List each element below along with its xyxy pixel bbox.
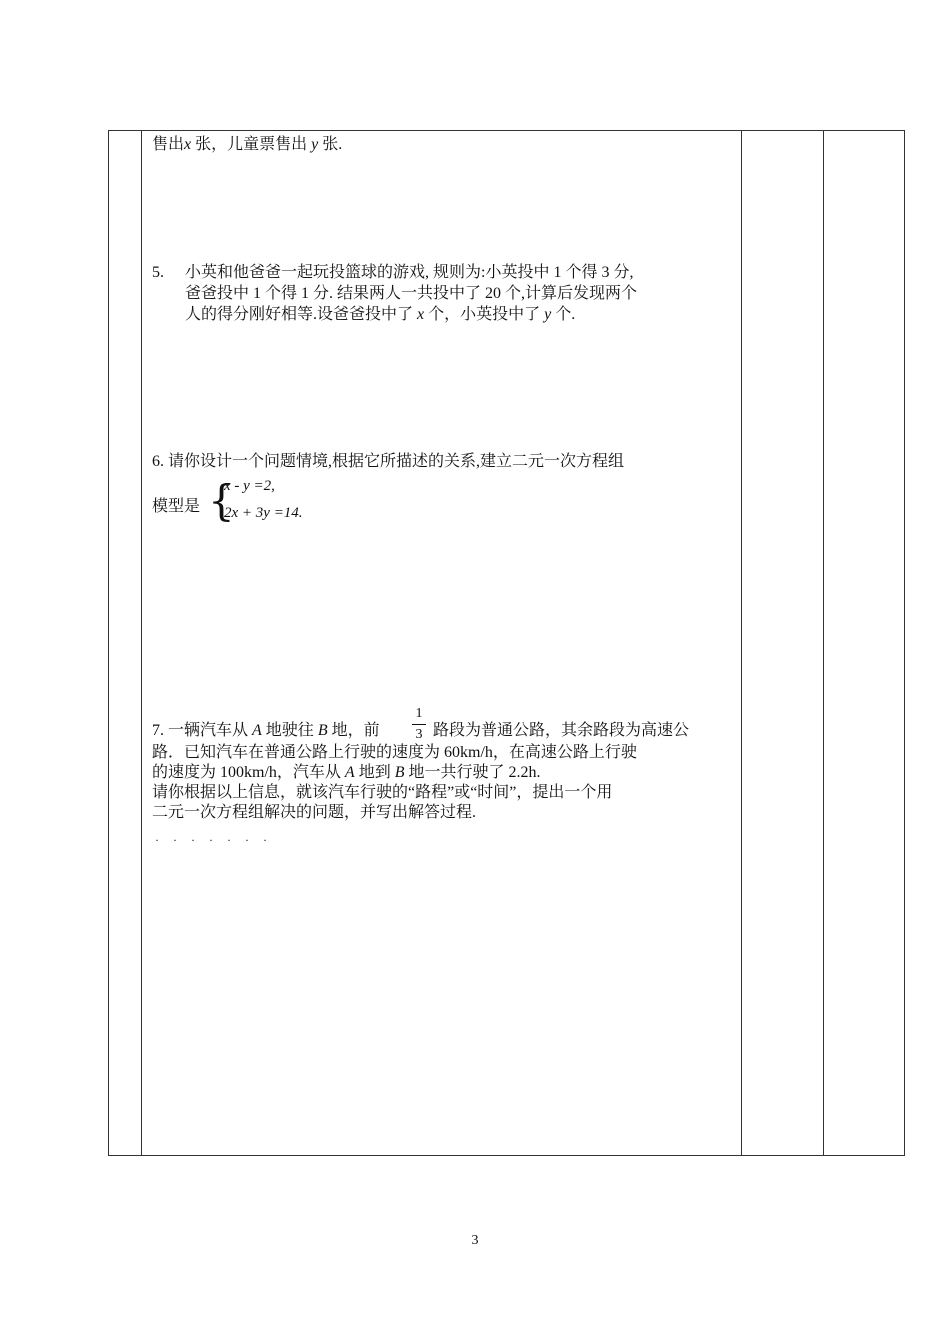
text: 地一共行驶了 2.2h.: [404, 764, 541, 781]
question-7-body: [152, 743, 737, 823]
question-5: [152, 262, 737, 325]
variable-x: x: [184, 136, 192, 153]
question-5-line-1: 小英和他爸爸一起玩投篮球的游戏, 规则为:小英投中 1 个得 3 分,: [185, 264, 634, 281]
variable-y: y: [311, 136, 319, 153]
variable-x: x: [417, 306, 425, 323]
fraction-one-third: [412, 705, 426, 744]
question-6: [152, 451, 737, 472]
left-brace-icon: {: [208, 476, 235, 525]
text: 张，儿童票售出: [191, 136, 312, 153]
question-4-tail: [152, 135, 737, 155]
question-5-line-3: [185, 304, 737, 325]
text: 地到: [354, 764, 395, 781]
question-5-body: [185, 262, 737, 325]
text: 地驶往: [261, 722, 318, 739]
fraction-numerator: 1: [415, 706, 423, 721]
text: 售出: [152, 136, 185, 153]
variable-y: y: [544, 306, 552, 323]
text: 个.: [551, 306, 576, 323]
fraction-bar: [412, 724, 426, 725]
equation-1: x - y =2,: [224, 478, 275, 494]
variable-b: B: [317, 722, 328, 739]
equation-label: 模型是: [152, 498, 201, 515]
text: 的速度为 100km/h，汽车从: [152, 764, 345, 781]
equation-system: [152, 474, 452, 534]
variable-a: A: [344, 764, 355, 781]
variable-a: A: [252, 722, 262, 739]
equation-2: 2x + 3y =14.: [224, 505, 303, 521]
question-7-line-4: 请你根据以上信息，就该汽车行驶的“路程”或“时间”，提出一个用: [152, 784, 613, 801]
question-7-line-1-rest: 路段为普通公路，其余路段为高速公: [433, 722, 690, 739]
question-6-line-1: 6. 请你设计一个问题情境,根据它所描述的关系,建立二元一次方程组: [152, 453, 625, 470]
question-7-line-5: 二元一次方程组解决的问题，并写出解答过程.: [152, 804, 477, 821]
variable-b: B: [394, 764, 405, 781]
page-number: 3: [471, 1233, 479, 1248]
question-5-number: 5.: [152, 264, 164, 281]
text: 地，前: [327, 722, 380, 739]
fraction-denominator: 3: [415, 727, 423, 742]
text: 人的得分刚好相等.设爸爸投中了: [185, 306, 418, 323]
text: 张.: [318, 136, 343, 153]
column-divider-2: [741, 131, 742, 1155]
question-7-line-2: 路．已知汽车在普通公路上行驶的速度为 60km/h，在高速公路上行驶: [152, 744, 637, 761]
column-divider-3: [823, 131, 824, 1155]
column-divider-1: [141, 131, 142, 1155]
question-7-intro: [152, 717, 380, 740]
emphasis-dots: ·······: [155, 833, 281, 847]
question-5-line-2: 爸爸投中 1 个得 1 分. 结果两人一共投中了 20 个,计算后发现两个: [185, 285, 638, 302]
question-7-line-3: [152, 763, 737, 783]
text: 个，小英投中了: [424, 306, 545, 323]
text: 7. 一辆汽车从: [152, 722, 253, 739]
